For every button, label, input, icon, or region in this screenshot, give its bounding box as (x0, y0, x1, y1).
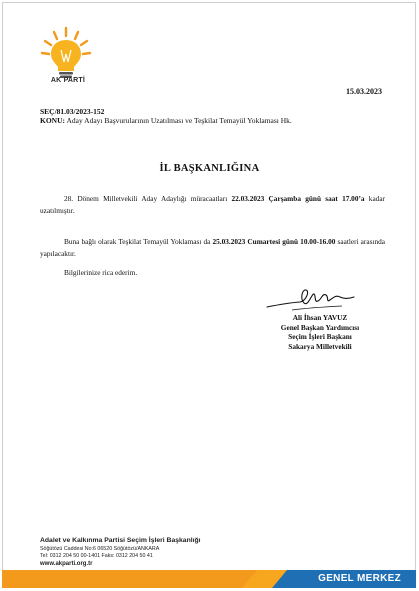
p2-poll-time: 25.03.2023 Cumartesi günü 10.00-16.00 (212, 237, 336, 246)
document-date: 15.03.2023 (346, 87, 382, 96)
subject-text: Aday Adayı Başvurularının Uzatılması ve Teşkilat Temayül Yoklaması Hk. (65, 116, 292, 125)
reference-number: SEÇ/81.03/2023-152 (40, 107, 105, 116)
signatory-name: Ali İhsan YAVUZ (292, 313, 348, 322)
paragraph-2 (40, 236, 385, 260)
subject-label: KONU: (40, 116, 65, 125)
footer-website: www.akparti.org.tr (40, 561, 93, 567)
footer-address: Söğütözü Caddesi No:6 06520 Söğütözü/ANKARA (40, 546, 160, 552)
paragraph-3: Bilgilerinize rica ederim. (64, 268, 138, 277)
signature-icon (262, 285, 357, 315)
p1-text-c: kadar uzatılmıştır. (40, 194, 386, 215)
signatory-title-1: Genel Başkan Yardımcısı (280, 322, 360, 332)
p2-text-a: Buna bağlı olarak Teşkilat Temayül Yoklaması da (64, 237, 213, 246)
p1-deadline: 22.03.2023 Çarşamba günü saat 17.00’a (231, 194, 365, 203)
footer-bar-label: GENEL MERKEZ (318, 573, 401, 584)
addressee-heading: İL BAŞKANLIĞINA (159, 163, 260, 174)
signatory-title-3: Sakarya Milletvekili (288, 341, 352, 351)
party-name: AK PARTİ (50, 77, 86, 84)
footer-phone: Tel: 0312 204 50 00-1401 Faks: 0312 204 50 41 (40, 553, 153, 559)
signatory-block (250, 313, 390, 351)
p1-text-a: 28. Dönem Milletvekili Aday Adaylığı müracaatları (64, 194, 232, 203)
p2-text-c: saatleri arasında yapılacaktır. (40, 237, 385, 258)
subject-line (40, 116, 292, 125)
paragraph-1 (40, 193, 385, 217)
footer-organization: Adalet ve Kalkınma Partisi Seçim İşleri Başkanlığı (40, 537, 201, 544)
signatory-title-2: Seçim İşleri Başkanı (288, 332, 352, 341)
